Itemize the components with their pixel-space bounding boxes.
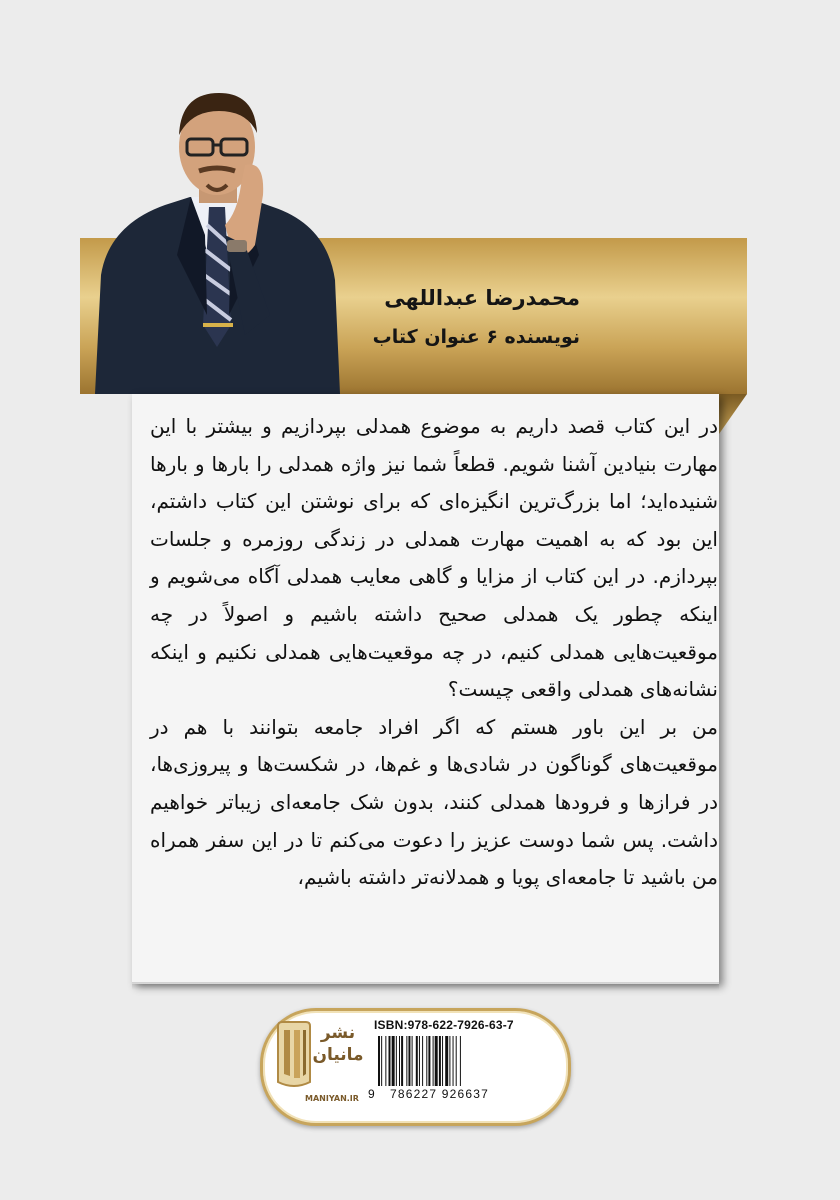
author-name: محمدرضا عبداللهی (384, 286, 580, 310)
barcode-bar (435, 1036, 438, 1086)
barcode-bar (422, 1036, 423, 1086)
barcode-bar (449, 1036, 450, 1086)
barcode-bar (378, 1036, 380, 1086)
barcode-digits: 786227 926637 (390, 1087, 490, 1101)
barcode-bar (460, 1036, 461, 1086)
barcode-bar (392, 1036, 395, 1086)
banner-fold-shadow (719, 394, 747, 434)
isbn-label: ISBN:978-622-7926-63-7 (374, 1018, 514, 1032)
author-photo (95, 85, 340, 394)
barcode-bar (453, 1036, 454, 1086)
barcode-bar (456, 1036, 457, 1086)
barcode-first-digit: 9 (368, 1087, 375, 1101)
publisher-name-line2: مانیان (312, 1045, 364, 1065)
barcode-bar (428, 1036, 430, 1086)
blurb-text (150, 408, 718, 897)
barcode-bar (412, 1036, 413, 1086)
barcode-bar (399, 1036, 400, 1086)
author-role: نویسنده ۶ عنوان کتاب (372, 326, 580, 348)
blurb-paragraph-1: در این کتاب قصد داریم به موضوع همدلی بپردازیم و بیشتر با این مهارت بنیادین آشنا شویم. قطعاً شما نیز واژه همدلی را بارها و بارها شنیده‌اید؛ اما بزرگ‌ترین انگیزه‌ای که برای نوشتن این کتاب داشتم، این بود که به اهمیت مهارت همدلی در زندگی روزمره و جلسات بپردازم. در این کتاب از مزایا و گاهی معایب همدلی آگاه می‌شویم و اینکه چطور یک همدلی صحیح داشته باشیم و اصولاً در چه موقعیت‌هایی همدلی کنیم، در چه موقعیت‌هایی همدلی نکنیم و اینکه نشانه‌های همدلی واقعی چیست؟ (150, 414, 718, 702)
barcode-bar (445, 1036, 448, 1086)
publisher-name (312, 1022, 364, 1066)
barcode-bar (419, 1036, 420, 1086)
publisher-name-line1: نشر (320, 1023, 356, 1043)
blurb-paragraph-2: من بر این باور هستم که اگر افراد جامعه بتوانند با هم در موقعیت‌های گوناگون در شادی‌ها و غم‌ها، در شکست‌ها و پیروزی‌ها، در فرازها و فرودها همدلی کنند، بدون شک جامعه‌ای زیباتر خواهیم داشت. پس شما دوست عزیز را دعوت می‌کنم تا در این سفر همراه من باشید تا جامعه‌ای پویا و همدلانه‌تر داشته باشیم، (150, 714, 718, 890)
isbn-barcode (378, 1036, 528, 1086)
barcode-bar (439, 1036, 441, 1086)
barcode-bar (442, 1036, 443, 1086)
barcode-bar (408, 1036, 410, 1086)
barcode-bar (406, 1036, 407, 1086)
barcode-bar (396, 1036, 397, 1086)
publisher-url: MANIYAN.IR (305, 1094, 359, 1103)
barcode-bar (381, 1036, 382, 1086)
barcode-bar (416, 1036, 418, 1086)
barcode-bar (426, 1036, 427, 1086)
barcode-bar (385, 1036, 386, 1086)
barcode-bar (389, 1036, 391, 1086)
maniyan-logo-icon (272, 1020, 316, 1094)
barcode-bar (433, 1036, 434, 1086)
barcode-bar (401, 1036, 403, 1086)
